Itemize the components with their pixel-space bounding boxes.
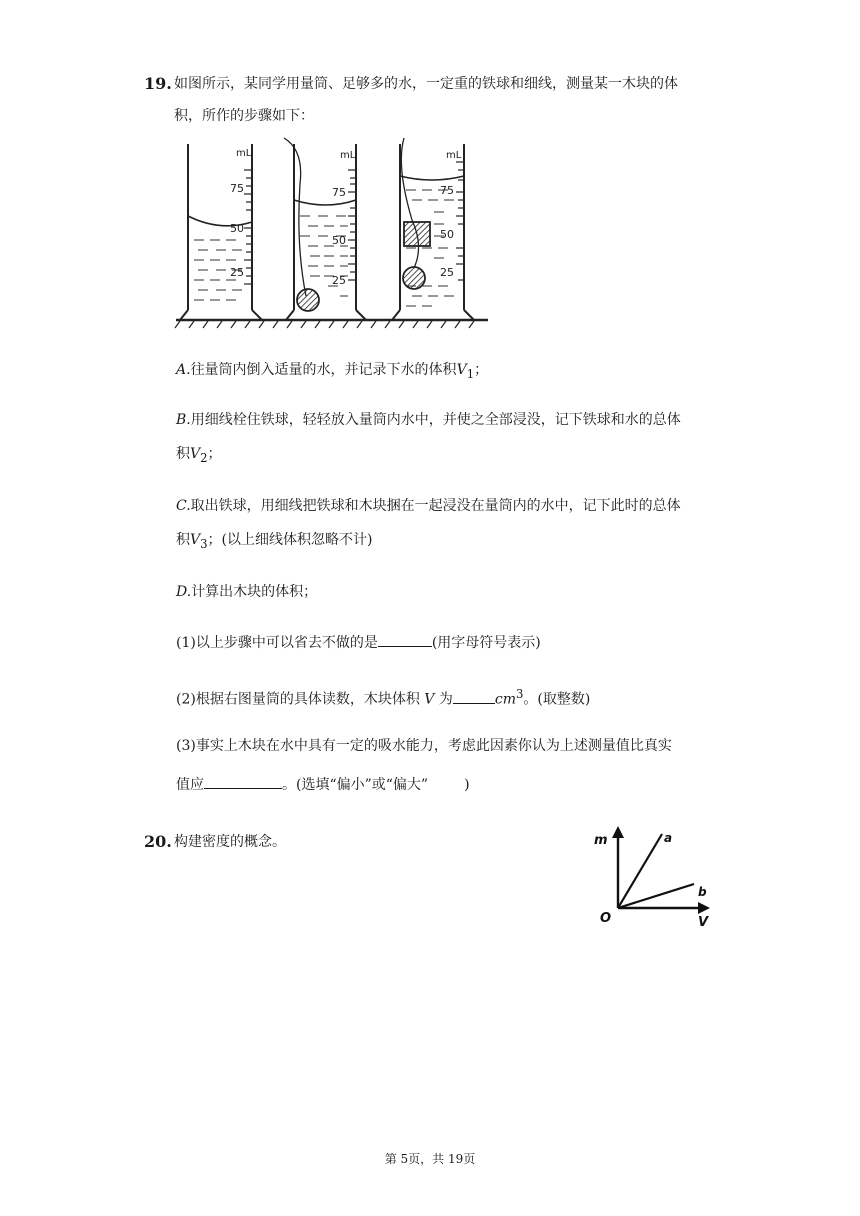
cylinder-2-unit: mL (340, 150, 356, 161)
step-b-line2: 积$V_2$； (176, 446, 222, 465)
question-19-stem-line1: 如图所示，某同学用量筒、足够多的水，一定重的铁球和细线，测量某一木块的体 (174, 76, 678, 92)
cylinder-2-tick-75: 75 (332, 186, 346, 199)
cylinders-figure (172, 136, 492, 332)
cylinder-2-tick-25: 25 (332, 274, 346, 287)
sub-question-3-line2: 值应 。(选填“偏小”或“偏大” ) (176, 774, 470, 795)
cylinder-1-tick-25: 25 (230, 266, 244, 279)
mass-volume-graph (590, 822, 720, 930)
water-surface-3 (400, 176, 464, 180)
cylinder-1-tick-50: 50 (230, 222, 244, 235)
question-19-stem-line2: 积，所作的步骤如下： (174, 108, 314, 124)
answer-blank-1[interactable] (378, 632, 432, 647)
cylinder-2 (284, 138, 366, 320)
line-b-label: b (698, 885, 707, 899)
cylinder-2-tick-50: 50 (332, 234, 346, 247)
y-axis-arrow (612, 826, 624, 838)
answer-blank-2[interactable] (453, 689, 495, 704)
wood-block-3 (404, 222, 430, 246)
answer-blank-3[interactable] (204, 774, 282, 789)
step-a: A.往量筒内倒入适量的水，并记录下水的体积$V_1$； (176, 362, 489, 381)
x-axis-label: V (698, 915, 709, 930)
line-a-label: a (664, 831, 673, 845)
sub-question-2: (2)根据右图量筒的具体读数，木块体积 V 为 $cm^3$。(取整数) (176, 687, 591, 708)
step-c-line2: 积$V_3$；(以上细线体积忽略不计) (176, 532, 373, 551)
cylinder-3 (392, 138, 474, 320)
cylinder-1-tick-75: 75 (230, 182, 244, 195)
origin-label: O (600, 911, 612, 926)
sub-question-1: (1)以上步骤中可以省去不做的是 (用字母符号表示) (176, 632, 541, 653)
cylinder-3-unit: mL (446, 150, 462, 161)
step-d: D.计算出木块的体积； (176, 584, 318, 600)
page-footer: 第 5页，共 19页 (384, 1152, 476, 1166)
cylinder-3-tick-75: 75 (440, 184, 454, 197)
step-c-line1: C.取出铁球，用细线把铁球和木块捆在一起浸没在量筒内的水中，记下此时的总体 (176, 498, 681, 514)
water-surface-2 (294, 200, 356, 205)
question-20-number: 20. (144, 832, 172, 851)
step-b-line1: B.用细线栓住铁球，轻轻放入量筒内水中，并使之全部浸没，记下铁球和水的总体 (176, 412, 681, 428)
question-19-number: 19. (144, 74, 172, 93)
cylinder-1 (180, 144, 262, 320)
x-axis-arrow (698, 902, 710, 914)
iron-ball-3 (403, 267, 425, 289)
question-20-stem: 构建密度的概念。 (174, 834, 286, 850)
cylinder-3-tick-50: 50 (440, 228, 454, 241)
cylinder-3-tick-25: 25 (440, 266, 454, 279)
y-axis-label: m (594, 833, 608, 848)
cylinder-1-unit: mL (236, 148, 252, 159)
iron-ball-2 (297, 289, 319, 311)
sub-question-3-line1: (3)事实上木块在水中具有一定的吸水能力，考虑此因素你认为上述测量值比真实 (176, 738, 672, 754)
